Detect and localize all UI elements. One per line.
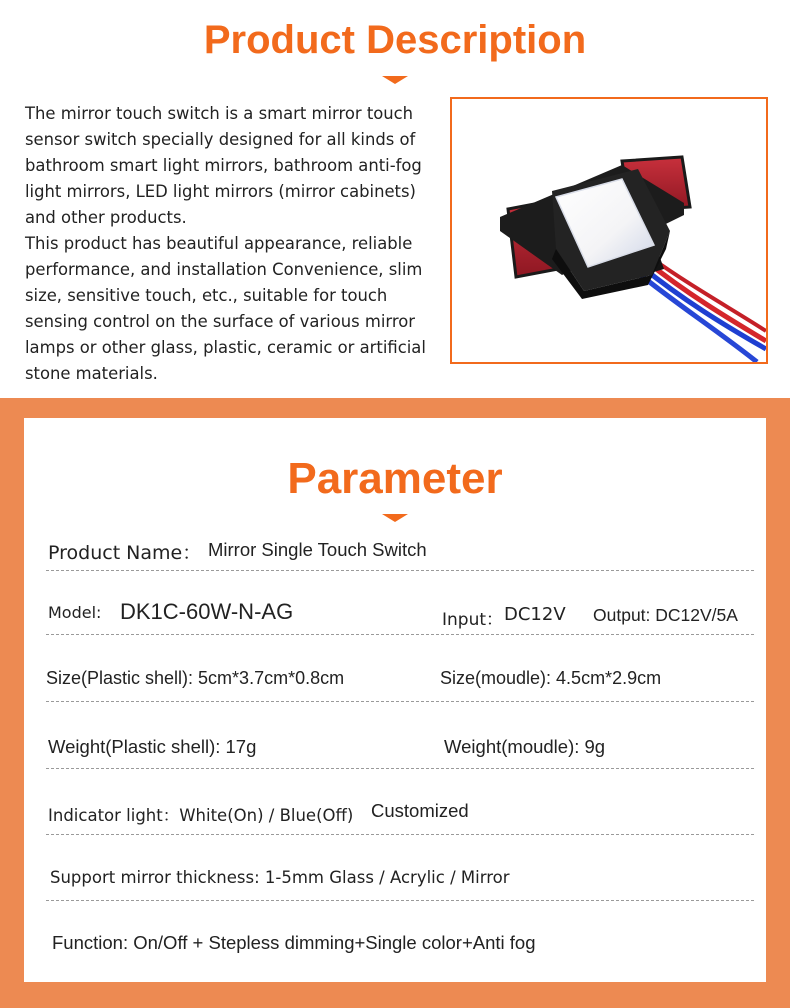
- product-name-label: Product Name：: [48, 542, 202, 564]
- description-paragraph-2: This product has beautiful appearance, reliable performance, and installation Convenience, slim size, sensitive touch, etc., suitable for touch sensing control on the surface of various mirror lamps or other glass, plastic, ceramic or artificial stone materials.: [25, 234, 426, 383]
- size-plastic-shell: Size(Plastic shell): 5cm*3.7cm*0.8cm: [46, 668, 345, 688]
- indicator-light: Indicator light：White(On) / Blue(Off): [48, 806, 354, 825]
- description-text: [25, 101, 440, 387]
- row-divider: [46, 570, 754, 571]
- row-divider: [46, 701, 754, 702]
- output-value: Output: DC12V/5A: [593, 605, 738, 625]
- model-label: Model:: [48, 603, 102, 622]
- description-paragraph-1: The mirror touch switch is a smart mirror touch sensor switch specially designed for all kinds of bathroom smart light mirrors, bathroom anti-fog light mirrors, LED light mirrors (mirror cabinets) and other products.: [25, 104, 422, 227]
- indicator-customized: Customized: [371, 800, 469, 821]
- input-value: DC12V: [504, 604, 566, 625]
- row-divider: [46, 768, 754, 769]
- touch-switch-image: [452, 99, 766, 362]
- mirror-thickness: Support mirror thickness: 1-5mm Glass / Acrylic / Mirror: [50, 868, 510, 887]
- weight-plastic-shell: Weight(Plastic shell): 17g: [48, 736, 257, 757]
- weight-module: Weight(moudle): 9g: [444, 736, 606, 757]
- parameter-caret-icon: [382, 514, 408, 522]
- product-name-value: Mirror Single Touch Switch: [208, 539, 427, 560]
- parameter-title: Parameter: [287, 454, 503, 503]
- title-caret-icon: [382, 76, 408, 84]
- row-divider: [46, 834, 754, 835]
- row-divider: [46, 634, 754, 635]
- row-divider: [46, 900, 754, 901]
- product-description-title: Product Description: [203, 18, 587, 62]
- product-photo: [450, 97, 768, 364]
- model-value: DK1C-60W-N-AG: [120, 599, 294, 624]
- function-text: Function: On/Off + Stepless dimming+Single color+Anti fog: [52, 932, 536, 953]
- size-module: Size(moudle): 4.5cm*2.9cm: [440, 668, 662, 688]
- parameter-panel: [0, 398, 790, 1008]
- parameter-card: [24, 418, 766, 982]
- input-label: Input：: [442, 610, 504, 630]
